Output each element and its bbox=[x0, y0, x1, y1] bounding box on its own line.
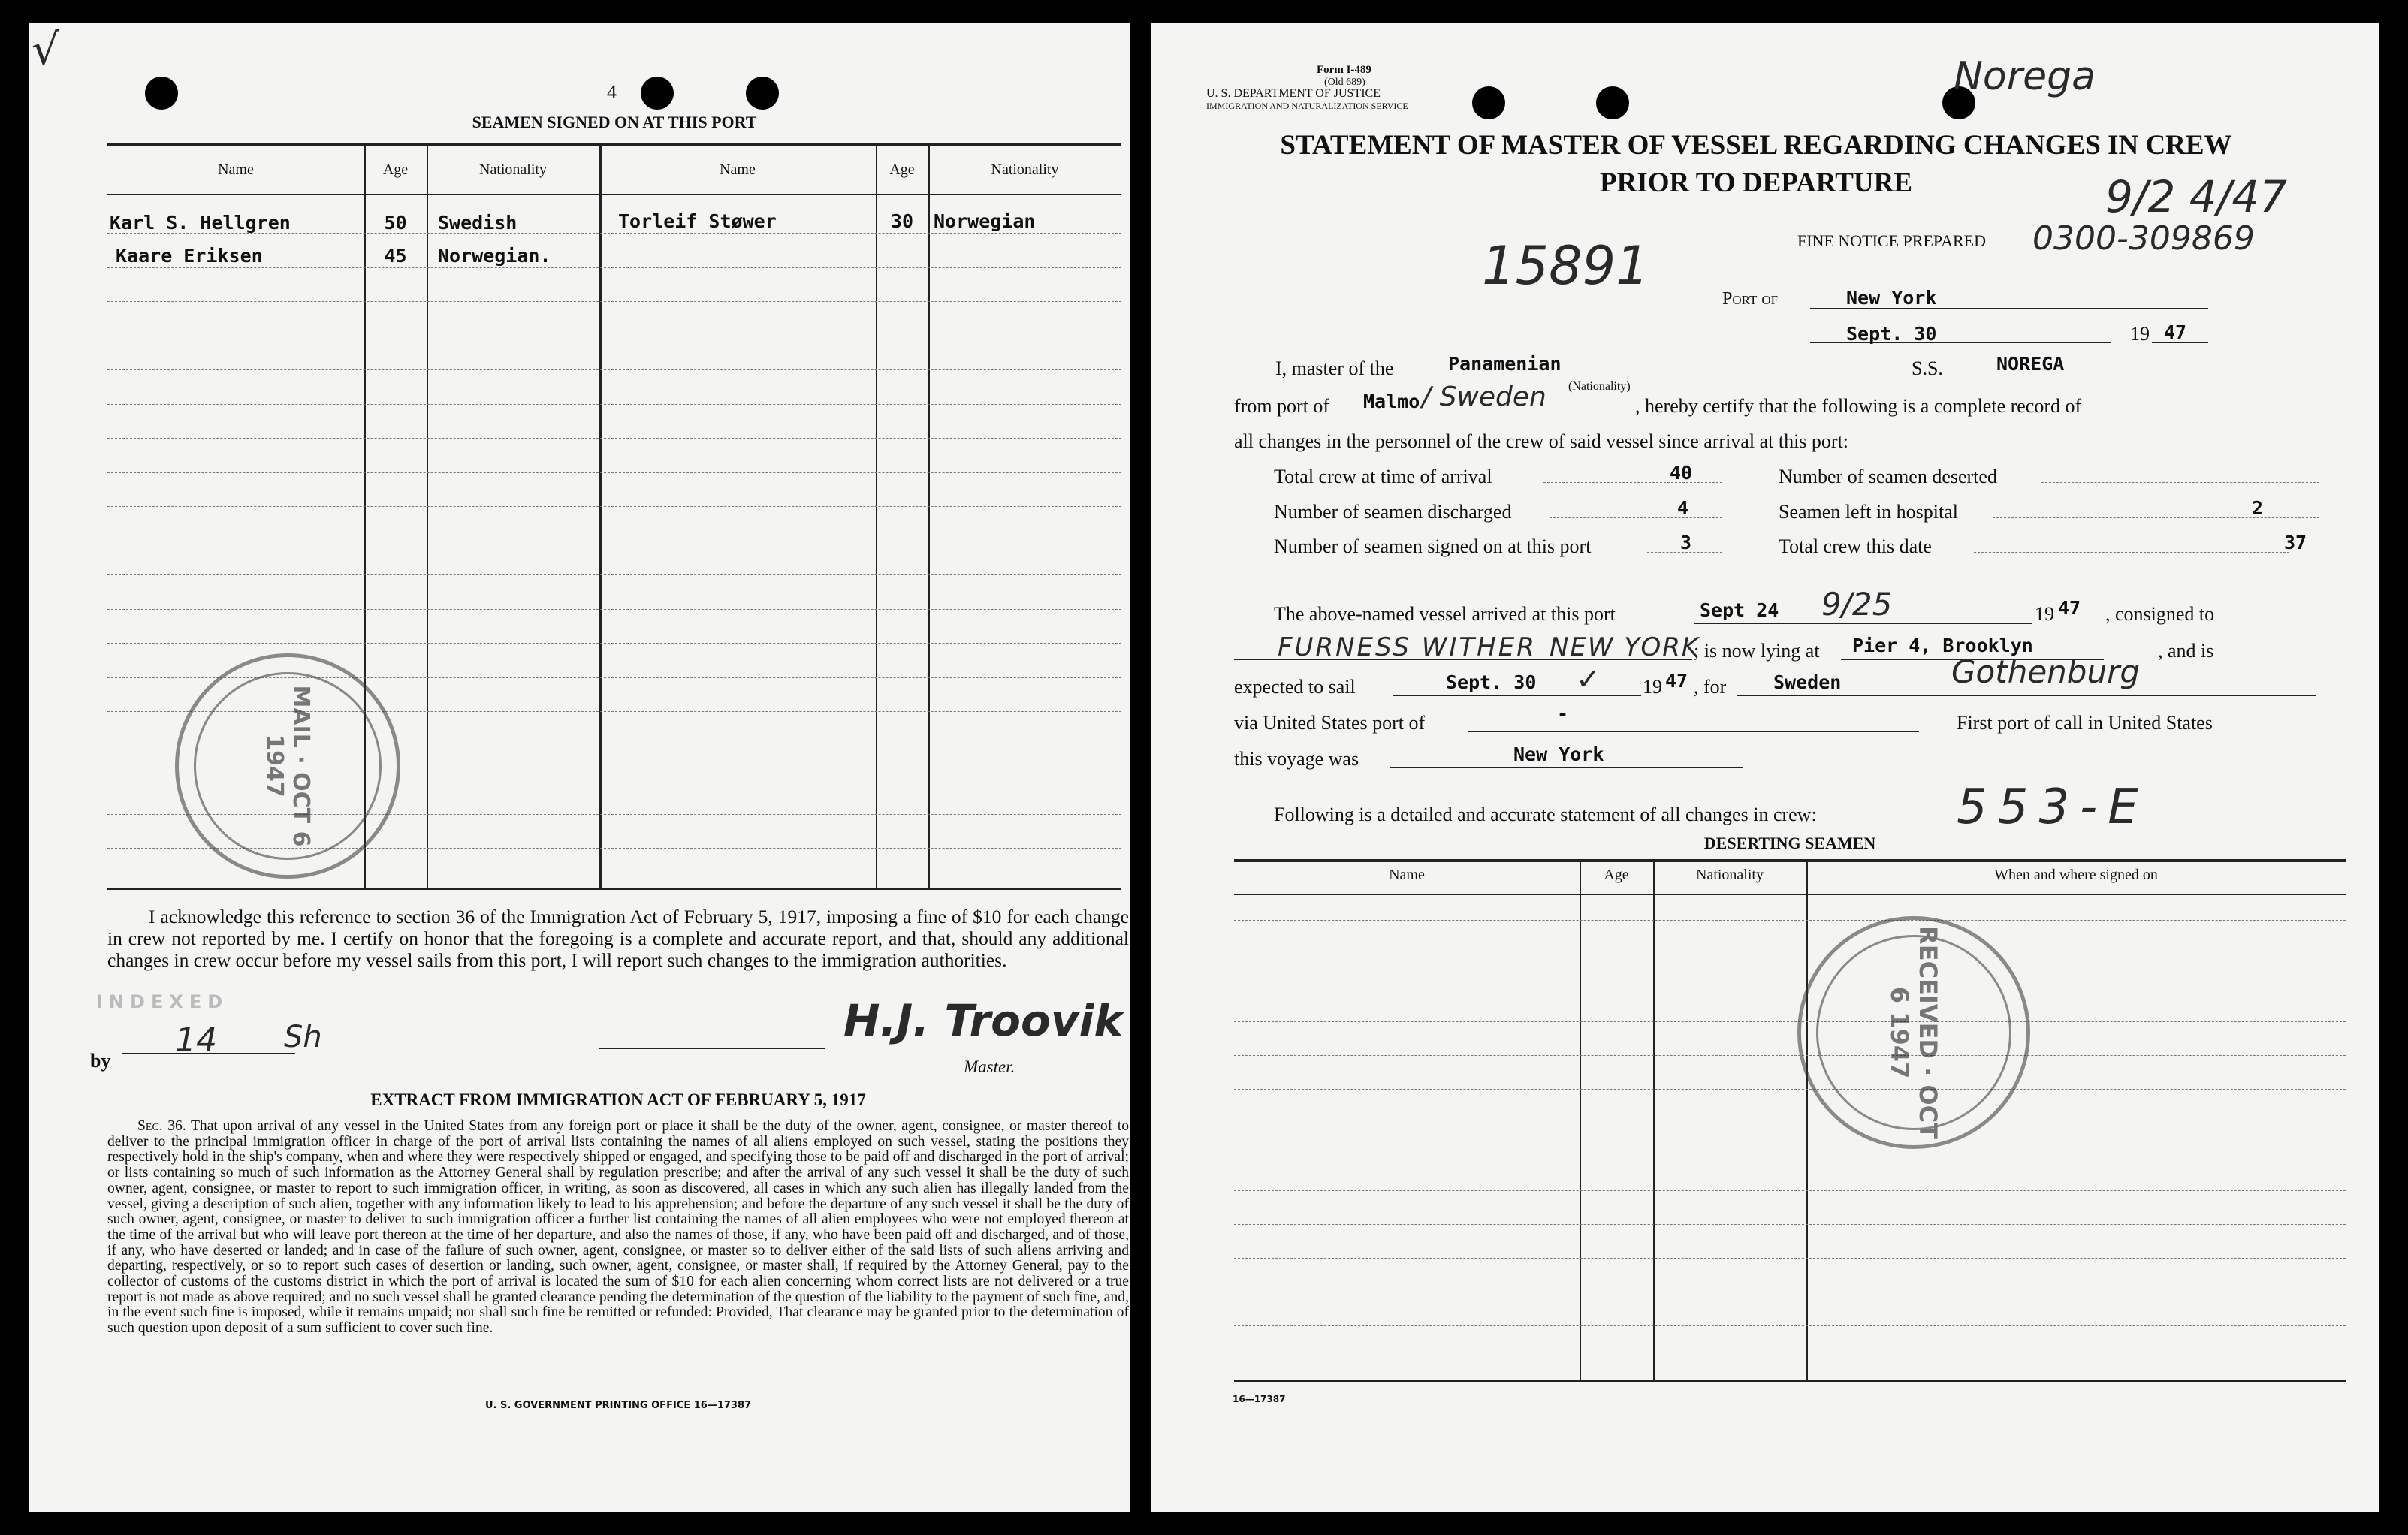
punch-hole bbox=[1596, 86, 1629, 119]
and-is-text: , and is bbox=[2158, 640, 2214, 662]
col-header-age: Age bbox=[889, 161, 915, 178]
col-header-nationality: Nationality bbox=[479, 161, 547, 178]
consignee-line bbox=[1234, 659, 1692, 660]
table-row-rule bbox=[1234, 1325, 2346, 1326]
destination-line bbox=[1737, 695, 2316, 696]
form-number: Form I-489 bbox=[1317, 64, 1371, 76]
table-row-rule bbox=[1234, 1089, 2346, 1090]
table-cell-name: Torleif Støwer bbox=[618, 210, 777, 232]
year-value: 47 bbox=[2164, 321, 2187, 343]
by-initials: 14 bbox=[175, 1021, 217, 1060]
ship-name: NOREGA bbox=[1996, 353, 2065, 375]
arrived-hand: 9/25 bbox=[1821, 586, 1893, 623]
stat-value: 4 bbox=[1677, 497, 1689, 519]
stat-value: 40 bbox=[1670, 462, 1693, 484]
col-divider bbox=[1806, 862, 1808, 1380]
table-cell-nationality: Norwegian. bbox=[438, 245, 551, 267]
table-row-rule bbox=[1234, 1021, 2346, 1022]
right-page bbox=[1151, 23, 2379, 1512]
arrived-year: 47 bbox=[2058, 597, 2081, 619]
year-prefix: 19 bbox=[1643, 676, 1662, 698]
changes-text: all changes in the personnel of the crew of said vessel since arrival at this port: bbox=[1234, 430, 1849, 452]
stat-label: Number of seamen discharged bbox=[1274, 501, 1512, 523]
certify-text: , hereby certify that the following is a complete record of bbox=[1635, 395, 2082, 417]
received-stamp bbox=[1797, 916, 2030, 1149]
table-cell-nationality: Norwegian bbox=[934, 210, 1036, 232]
stat-value: 3 bbox=[1680, 532, 1692, 553]
for-text: , for bbox=[1694, 676, 1727, 698]
table-cell-age: 30 bbox=[890, 210, 914, 232]
stat-leader bbox=[1550, 517, 1722, 518]
sail-check: ✓ bbox=[1576, 662, 1601, 697]
deserting-header-rule bbox=[1234, 894, 2346, 895]
table-cell-age: 45 bbox=[384, 245, 407, 267]
nationality-caption: (Nationality) bbox=[1568, 380, 1631, 393]
table-row-rule bbox=[107, 574, 1121, 575]
col-divider bbox=[928, 146, 930, 889]
destination-hand: Gothenburg bbox=[1951, 653, 2140, 690]
file-number: 15891 bbox=[1482, 235, 1649, 297]
from-port-label: from port of bbox=[1234, 395, 1330, 417]
received-stamp-text: RECEIVED · OCT 6 1947 bbox=[1885, 926, 1942, 1139]
from-port-value: Malmo bbox=[1363, 391, 1420, 412]
voyage-text: this voyage was bbox=[1234, 748, 1359, 770]
code-number: 553-E bbox=[1957, 780, 2149, 835]
destination-value: Sweden bbox=[1773, 671, 1842, 693]
table-row-rule bbox=[107, 438, 1121, 439]
stat-label: Number of seamen signed on at this port bbox=[1274, 535, 1592, 557]
col-divider bbox=[876, 146, 877, 889]
stat-leader bbox=[2041, 482, 2319, 483]
master-signature: H.J. Troovik bbox=[843, 995, 1124, 1046]
col-header-nationality: Nationality bbox=[991, 161, 1059, 178]
sail-date-line bbox=[1393, 695, 1641, 696]
port-value: New York bbox=[1846, 287, 1937, 309]
col-header-name: Name bbox=[218, 161, 254, 178]
table-title: SEAMEN SIGNED ON AT THIS PORT bbox=[472, 113, 757, 131]
first-port-text: First port of call in United States bbox=[1957, 712, 2213, 734]
table-row-rule bbox=[1234, 920, 2346, 921]
certification-text: I acknowledge this reference to section 36 of the Immigration Act of February 5, 1917, imposing a fine of $10 for each change in crew not reported by me. I certify on honor that the foregoing is a complete and accurate report, and that, should any additional changes in crew occur before my vessel sails from this port, I will report such changes to the immigration authorities. bbox=[107, 906, 1129, 971]
date-value: Sept. 30 bbox=[1846, 323, 1937, 345]
stat-leader bbox=[1543, 482, 1722, 483]
from-port-hand: / Sweden bbox=[1422, 381, 1546, 412]
table-top-rule bbox=[107, 143, 1121, 146]
service-name: IMMIGRATION AND NATURALIZATION SERVICE bbox=[1206, 101, 1408, 111]
table-cell-name: Kaare Eriksen bbox=[116, 245, 263, 267]
col-header-nationality: Nationality bbox=[1696, 867, 1764, 883]
table-row-rule bbox=[107, 472, 1121, 473]
col-divider bbox=[427, 146, 428, 889]
form-footer: 16—17387 bbox=[1233, 1394, 1286, 1404]
year-prefix: 19 bbox=[2130, 323, 2150, 345]
ss-label: S.S. bbox=[1912, 357, 1943, 379]
arrived-line bbox=[1694, 623, 2032, 624]
table-row-rule bbox=[107, 506, 1121, 507]
stat-label: Seamen left in hospital bbox=[1779, 501, 1959, 523]
table-bottom-rule bbox=[107, 888, 1121, 890]
form-subtitle: PRIOR TO DEPARTURE bbox=[1599, 167, 1913, 198]
table-row-rule bbox=[107, 301, 1121, 302]
table-row-rule bbox=[1234, 1224, 2346, 1225]
fine-notice-label: FINE NOTICE PREPARED bbox=[1797, 231, 1986, 250]
punch-hole bbox=[145, 77, 178, 110]
year-prefix: 19 bbox=[2035, 603, 2054, 625]
consignee-name: FURNESS WITHER bbox=[1278, 632, 1537, 662]
stat-leader bbox=[1993, 517, 2319, 518]
table-cell-nationality: Swedish bbox=[438, 212, 518, 234]
left-page bbox=[29, 23, 1130, 1512]
department-name: U. S. DEPARTMENT OF JUSTICE bbox=[1206, 87, 1381, 100]
sail-year: 47 bbox=[1665, 670, 1688, 692]
old-form-number: (Old 689) bbox=[1324, 77, 1365, 88]
handwritten-date: 9/2 4/47 bbox=[2105, 171, 2288, 222]
col-header-signed-on: When and where signed on bbox=[1994, 867, 2158, 883]
fine-notice-value: 0300-309869 bbox=[2032, 219, 2255, 258]
table-row-rule bbox=[107, 404, 1121, 405]
col-header-name: Name bbox=[1389, 867, 1425, 883]
nationality-value: Panamenian bbox=[1448, 353, 1562, 375]
col-divider bbox=[1580, 862, 1581, 1380]
table-row-rule bbox=[1234, 1055, 2346, 1056]
table-row-rule bbox=[107, 643, 1121, 644]
mail-stamp bbox=[175, 653, 400, 879]
voyage-value: New York bbox=[1513, 743, 1604, 765]
mail-stamp-text: MAIL · OCT 6 1947 bbox=[261, 685, 314, 847]
check-mark: √ bbox=[32, 24, 59, 75]
section-body: That upon arrival of any vessel in the United States from any foreign port or place it shall be the duty of the owner, agent, consignee, or master thereof to deliver to the principal immigration officer in charge of the port of arrival lists containing the names of all aliens employed on such vessel, stating the positions they respectively hold in the ship's company, when and where they were respectively shipped or engaged, and specifying those to be paid off and discharged in the port of arrival; or lists containing so much of such information as the Attorney General shall by regulation prescribe; and after the arrival of any such vessel it shall be the duty of such owner, agent, consignee, or master to report to such immigration officer, in writing, as soon as discovered, all cases in which any such alien has illegally landed from the vessel, giving a description of such alien, together with any information likely to lead to his apprehension; and before the departure of any such vessel it shall be the duty of such owner, agent, consignee, or master to deliver to such immigration officer a further list containing the names of all alien employees who were not employed thereon at the time of the arrival but who will leave port thereon at the time of her departure, and also the names of those, if any, who have been paid off and discharged, and of those, if any, who have deserted or landed; and in case of the failure of such owner, agent, consignee, or master so to deliver either of the said lists of such aliens arriving and departing, respectively, or so to report such cases of desertion or landing, such owner, agent, consignee, or master shall, if required by the Attorney General, pay to the collector of customs of the customs district in which the port of arrival is located the sum of $10 for each alien concerning whom correct lists are not delivered or a true report is not made as above required; and no such vessel shall be granted clearance pending the determination of the question of the liability to the payment of such fine, and, in the event such fine is imposed, while it remains unpaid; nor shall such fine be remitted or refunded: Provided, That clearance may be granted prior to the determination of such question upon deposit of a sum sufficient to cover such fine. bbox=[107, 1118, 1129, 1337]
sail-date: Sept. 30 bbox=[1446, 671, 1537, 693]
punch-hole bbox=[641, 77, 674, 110]
consignee-city: NEW YORK bbox=[1550, 632, 1700, 662]
stat-label: Total crew at time of arrival bbox=[1274, 466, 1492, 487]
following-text: Following is a detailed and accurate statement of all changes in crew: bbox=[1274, 804, 1817, 825]
page-number: 4 bbox=[607, 81, 617, 103]
stat-label: Total crew this date bbox=[1779, 535, 1932, 557]
table-header-rule bbox=[107, 194, 1121, 195]
extract-title: EXTRACT FROM IMMIGRATION ACT OF FEBRUARY 5, 1917 bbox=[370, 1090, 866, 1109]
col-divider bbox=[1653, 862, 1655, 1380]
deserting-top-rule bbox=[1234, 859, 2346, 862]
pier-value: Pier 4, Brooklyn bbox=[1852, 635, 2033, 656]
by-label: by bbox=[90, 1050, 111, 1072]
form-title: STATEMENT OF MASTER OF VESSEL REGARDING CHANGES IN CREW bbox=[1280, 130, 2232, 161]
section-36-text bbox=[107, 1119, 1129, 1337]
col-header-name: Name bbox=[720, 161, 756, 178]
stat-value: 37 bbox=[2284, 532, 2307, 553]
col-divider bbox=[599, 146, 602, 889]
initials-mark: Sh bbox=[284, 1020, 322, 1054]
via-line bbox=[1468, 731, 1919, 732]
handwritten-ship-name: Norega bbox=[1954, 54, 2096, 99]
table-cell-name: Karl S. Hellgren bbox=[110, 212, 291, 234]
signature-line bbox=[599, 1048, 825, 1049]
stat-leader bbox=[1974, 552, 2289, 553]
expected-text: expected to sail bbox=[1234, 676, 1356, 698]
punch-hole bbox=[1472, 86, 1505, 119]
consigned-text: , consigned to bbox=[2105, 603, 2215, 625]
table-row-rule bbox=[1234, 1258, 2346, 1259]
deserting-title: DESERTING SEAMEN bbox=[1703, 834, 1876, 852]
section-label: Sec. 36. bbox=[137, 1118, 186, 1134]
table-row-rule bbox=[1234, 1190, 2346, 1191]
printing-office-footer: U. S. GOVERNMENT PRINTING OFFICE 16—17387 bbox=[484, 1400, 752, 1411]
stat-value: 2 bbox=[2252, 497, 2264, 519]
table-cell-age: 50 bbox=[384, 212, 407, 234]
via-value: - bbox=[1557, 703, 1569, 725]
port-label: Port of bbox=[1722, 289, 1779, 309]
stat-label: Number of seamen deserted bbox=[1779, 466, 1997, 487]
deserting-bottom-rule bbox=[1234, 1380, 2346, 1382]
arrived-value: Sept 24 bbox=[1700, 599, 1779, 621]
arrived-text: The above-named vessel arrived at this port bbox=[1274, 603, 1616, 625]
indexed-stamp: INDEXED bbox=[96, 991, 229, 1012]
col-header-age: Age bbox=[1604, 867, 1629, 883]
col-header-age: Age bbox=[382, 161, 409, 178]
table-row-rule bbox=[107, 609, 1121, 610]
lying-text: ; is now lying at bbox=[1694, 640, 1820, 662]
master-label: Master. bbox=[964, 1057, 1015, 1076]
table-row-rule bbox=[107, 369, 1121, 370]
punch-hole bbox=[746, 77, 779, 110]
master-of-label: I, master of the bbox=[1275, 357, 1394, 379]
table-row-rule bbox=[107, 267, 1121, 268]
via-text: via United States port of bbox=[1234, 712, 1426, 734]
